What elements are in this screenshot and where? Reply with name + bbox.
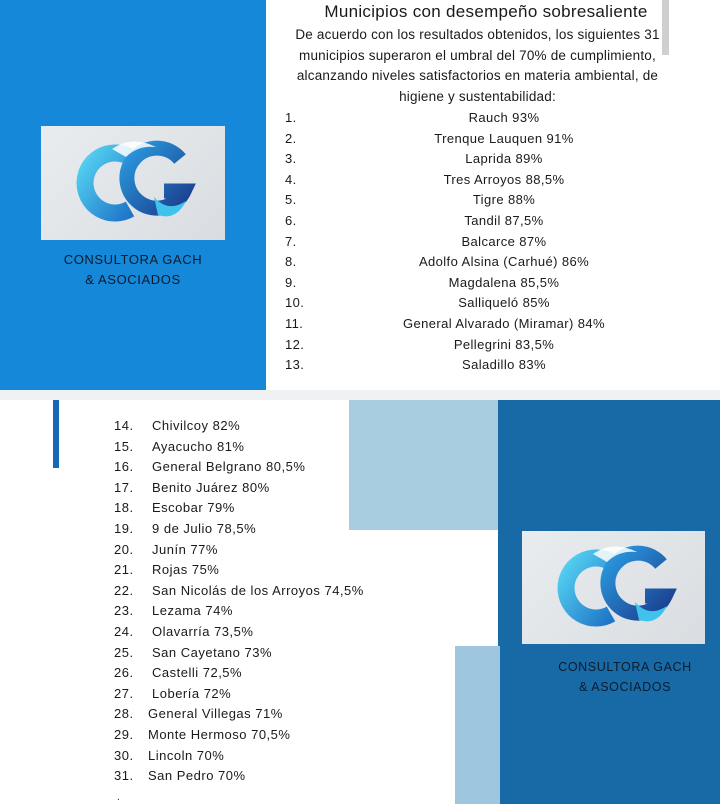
accent-bar bbox=[53, 400, 59, 468]
list-item bbox=[285, 314, 705, 335]
list-item bbox=[285, 108, 705, 129]
list-item bbox=[114, 766, 444, 787]
list-item-text: Junín 77% bbox=[152, 541, 218, 557]
list-item-text: San Cayetano 73% bbox=[152, 644, 273, 660]
list-item-number: 19. bbox=[114, 520, 134, 536]
list-item-text: Salliqueló 85% bbox=[458, 295, 550, 311]
list-item bbox=[285, 232, 705, 253]
list-item-number: 10. bbox=[285, 295, 305, 311]
list-item-number: 29. bbox=[114, 726, 134, 742]
list-item-text: Lobería 72% bbox=[152, 685, 232, 701]
company-logo bbox=[522, 531, 705, 644]
list-item-number: 31. bbox=[114, 768, 134, 784]
list-item bbox=[114, 457, 444, 478]
list-item-number: 1. bbox=[285, 110, 297, 125]
list-item-number: 6. bbox=[285, 212, 297, 228]
list-item-number: 26. bbox=[114, 665, 134, 681]
list-item-number: 22. bbox=[114, 582, 134, 598]
list-item bbox=[285, 170, 705, 191]
list-item-text: Trenque Lauquen 91% bbox=[434, 130, 574, 146]
list-item bbox=[114, 416, 444, 437]
list-item bbox=[285, 273, 705, 294]
list-item-text: Rauch 93% bbox=[468, 110, 540, 125]
document-intro: De acuerdo con los resultados obtenidos, los siguientes 31 municipios superaron el umbral del 70% de cumplimiento, alcanzando niveles satisfactorios en materia ambiental, de higiene y sustentabilidad: bbox=[295, 27, 660, 104]
list-item-text: General Villegas 71% bbox=[148, 706, 283, 722]
list-item-text: Benito Juárez 80% bbox=[152, 479, 270, 495]
decorative-block-light-lower bbox=[455, 646, 500, 804]
list-item-number: 25. bbox=[114, 644, 134, 660]
list-item-number: 24. bbox=[114, 623, 134, 639]
list-item-text: San Pedro 70% bbox=[148, 768, 246, 784]
list-item bbox=[114, 622, 444, 643]
list-item-text: 9 de Julio 78,5% bbox=[152, 520, 257, 536]
list-item-text: Castelli 72,5% bbox=[152, 665, 243, 681]
list-item-text: Tres Arroyos 88,5% bbox=[443, 171, 565, 187]
list-item-text: Monte Hermoso 70,5% bbox=[148, 726, 291, 742]
document-title: Municipios con desempeño sobresaliente bbox=[324, 2, 648, 21]
page-separator bbox=[0, 390, 720, 400]
list-item bbox=[114, 540, 444, 561]
list-item bbox=[114, 684, 444, 705]
list-item-text: General Alvarado (Miramar) 84% bbox=[402, 315, 606, 331]
list-item bbox=[285, 252, 705, 273]
list-item-text: Laprida 89% bbox=[465, 151, 543, 167]
list-item bbox=[285, 211, 705, 232]
list-item-number: 11. bbox=[285, 315, 304, 331]
list-item-number: 18. bbox=[114, 500, 134, 516]
document-page-bottom bbox=[0, 400, 720, 804]
ranking-list-part1 bbox=[285, 108, 705, 376]
list-item-text: San Nicolás de los Arroyos 74,5% bbox=[152, 582, 364, 598]
list-item bbox=[114, 498, 444, 519]
list-item-text: Tandil 87,5% bbox=[464, 212, 544, 228]
list-item-number: 8. bbox=[285, 254, 297, 270]
list-item-number: 2. bbox=[285, 130, 297, 146]
list-item bbox=[114, 643, 444, 664]
list-item-number: 5. bbox=[285, 192, 297, 208]
list-item-number: 23. bbox=[114, 603, 134, 619]
list-item bbox=[114, 601, 444, 622]
list-item-text: Rojas 75% bbox=[152, 562, 220, 578]
list-item bbox=[114, 581, 444, 602]
ranking-list-part2 bbox=[114, 416, 444, 787]
list-item bbox=[114, 437, 444, 458]
list-item-text: Olavarría 73,5% bbox=[152, 623, 254, 639]
list-item bbox=[285, 190, 705, 211]
list-item-text: Pellegrini 83,5% bbox=[453, 336, 555, 352]
list-item-number: 7. bbox=[285, 233, 297, 249]
list-item-text: Lincoln 70% bbox=[148, 747, 225, 763]
company-name-line1: CONSULTORA GACH bbox=[63, 252, 203, 267]
list-item bbox=[114, 478, 444, 499]
list-item-text: Ayacucho 81% bbox=[152, 438, 245, 454]
list-item bbox=[114, 663, 444, 684]
list-item-number: 12. bbox=[285, 336, 305, 352]
list-item-text: Balcarce 87% bbox=[461, 233, 547, 249]
list-item-number: 16. bbox=[114, 459, 134, 475]
list-item-number: 3. bbox=[285, 151, 297, 167]
company-name-line1: CONSULTORA GACH bbox=[558, 660, 692, 674]
list-item bbox=[114, 560, 444, 581]
list-item bbox=[114, 746, 444, 767]
company-name-line2: & ASOCIADOS bbox=[85, 272, 181, 287]
list-item-number: 9. bbox=[285, 274, 297, 290]
list-item-text: General Belgrano 80,5% bbox=[152, 459, 306, 475]
list-item-number: 15. bbox=[114, 438, 134, 454]
list-item-text: Saladillo 83% bbox=[462, 357, 546, 373]
company-name bbox=[40, 250, 226, 290]
list-item-text: Tigre 88% bbox=[472, 192, 536, 208]
list-item bbox=[114, 725, 444, 746]
cg-logo-icon bbox=[549, 540, 679, 636]
cg-logo-icon bbox=[68, 135, 198, 231]
company-name-line2: & ASOCIADOS bbox=[578, 680, 672, 694]
list-item bbox=[285, 149, 705, 170]
list-item-text: Escobar 79% bbox=[152, 500, 235, 516]
list-item-number: 17. bbox=[114, 479, 134, 495]
company-name bbox=[540, 657, 710, 697]
list-item bbox=[114, 704, 444, 725]
list-item-text: Chivilcoy 82% bbox=[152, 418, 241, 433]
list-item-number: 20. bbox=[114, 541, 134, 557]
list-item-number: 28. bbox=[114, 706, 134, 722]
list-item-number: 21. bbox=[114, 562, 134, 578]
list-item bbox=[285, 335, 705, 356]
list-item-number: 14. bbox=[114, 418, 134, 433]
list-item-number: 4. bbox=[285, 171, 297, 187]
list-item bbox=[285, 293, 705, 314]
list-item-text: Lezama 74% bbox=[152, 603, 233, 619]
list-item bbox=[285, 355, 705, 376]
list-item bbox=[114, 519, 444, 540]
list-item-number: 27. bbox=[114, 685, 134, 701]
list-item-text: Adolfo Alsina (Carhué) 86% bbox=[418, 254, 590, 270]
stray-dot: . bbox=[117, 792, 120, 803]
list-item-text: Magdalena 85,5% bbox=[448, 274, 560, 290]
list-item-number: 30. bbox=[114, 747, 134, 763]
document-page-top bbox=[0, 0, 720, 390]
list-item bbox=[285, 129, 705, 150]
company-logo bbox=[41, 126, 225, 240]
list-item-number: 13. bbox=[285, 357, 305, 373]
